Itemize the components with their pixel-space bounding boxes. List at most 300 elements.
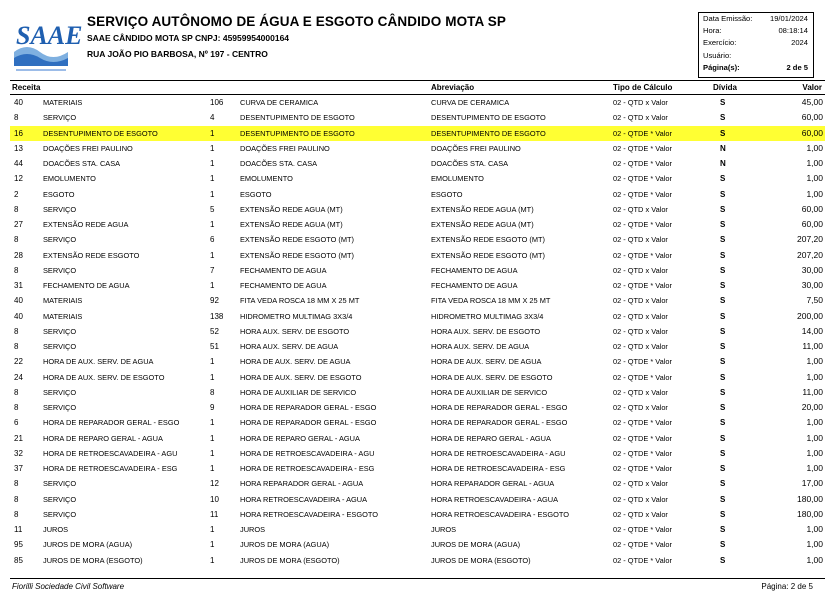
calc-type: 02 - QTD x Valor: [613, 403, 668, 412]
item-abbreviation: HORA DE AUX. SERV. DE ESGOTO: [431, 372, 553, 382]
item-value: 60,00: [801, 219, 823, 229]
item-value: 60,00: [801, 127, 823, 138]
receita-code: 44: [14, 159, 23, 168]
item-value: 1,00: [806, 447, 823, 458]
item-abbreviation: DESENTUPIMENTO DE ESGOTO: [431, 128, 546, 138]
org-title: SERVIÇO AUTÔNOMO DE ÁGUA E ESGOTO CÂNDIDO MOTA SP: [87, 14, 506, 29]
item-value: 45,00: [801, 97, 823, 107]
item-value: 207,20: [797, 249, 823, 260]
receita-code: 8: [14, 509, 19, 519]
item-abbreviation: HORA DE RETROESCAVADEIRA - AGU: [431, 448, 566, 458]
table-row[interactable]: [10, 415, 825, 430]
receita-name: SERVIÇO: [43, 479, 77, 489]
item-number: 106: [210, 98, 224, 107]
receita-name: DOACÕES STA. CASA: [43, 159, 121, 168]
receita-code: 8: [14, 494, 19, 504]
receita-name: FECHAMENTO DE AGUA: [43, 281, 130, 290]
table-row[interactable]: [10, 309, 825, 324]
receita-name: ESGOTO: [43, 189, 75, 199]
item-number: 1: [210, 418, 215, 428]
calc-type: 02 - QTD x Valor: [613, 342, 668, 351]
item-value: 11,00: [802, 341, 823, 351]
item-number: 1: [210, 128, 215, 138]
table-row[interactable]: [10, 522, 825, 537]
item-description: HORA DE RETROESCAVADEIRA - AGU: [240, 448, 375, 458]
info-key: Página(s):: [703, 62, 740, 72]
table-row[interactable]: [10, 400, 825, 415]
item-number: 1: [210, 250, 215, 260]
col-receita: Receita: [12, 83, 41, 92]
item-value: 200,00: [797, 310, 823, 321]
item-value: 60,00: [801, 112, 823, 123]
info-key: Exercício:: [703, 38, 737, 48]
table-row[interactable]: [10, 537, 825, 552]
item-abbreviation: EXTENSÃO REDE AGUA (MT): [431, 204, 534, 214]
item-value: 1,00: [806, 417, 823, 428]
calc-type: 02 - QTDE * Valor: [613, 143, 673, 153]
receita-code: 28: [14, 250, 23, 260]
receita-name: HORA DE REPARADOR GERAL - ESGO: [43, 418, 180, 428]
item-abbreviation: HORA RETROESCAVADEIRA - AGUA: [431, 494, 559, 504]
item-value: 207,20: [797, 234, 823, 245]
calc-type: 02 - QTDE * Valor: [613, 418, 673, 428]
debt-flag: S: [720, 98, 726, 107]
table-row[interactable]: [10, 324, 825, 339]
item-description: HORA AUX. SERV. DE ESGOTO: [240, 326, 350, 336]
item-abbreviation: HORA DE AUXILIAR DE SERVICO: [431, 387, 548, 397]
item-number: 1: [210, 448, 215, 458]
item-description: EXTENSÃO REDE ESGOTO (MT): [240, 250, 355, 260]
item-abbreviation: HIDROMETRO MULTIMAG 3X3/4: [431, 311, 544, 321]
item-number: 10: [210, 494, 219, 504]
debt-flag: S: [720, 342, 726, 351]
item-number: 9: [210, 403, 215, 412]
item-description: ESGOTO: [240, 189, 272, 199]
item-number: 1: [210, 159, 215, 168]
item-number: 1: [210, 525, 215, 534]
item-number: 1: [210, 464, 215, 473]
item-abbreviation: HORA REPARADOR GERAL - AGUA: [431, 479, 555, 489]
receita-name: JUROS DE MORA (ESGOTO): [43, 555, 143, 565]
receita-code: 32: [14, 448, 23, 458]
info-value: 19/01/2024: [769, 14, 808, 23]
item-value: 1,00: [806, 432, 823, 443]
receita-name: SERVIÇO: [43, 235, 77, 245]
receita-code: 27: [14, 220, 23, 229]
calc-type: 02 - QTDE * Valor: [613, 540, 673, 550]
receita-code: 8: [14, 235, 19, 245]
debt-flag: S: [720, 296, 726, 306]
debt-flag: S: [720, 326, 726, 336]
debt-flag: S: [720, 281, 726, 290]
table-row[interactable]: [10, 507, 825, 522]
receita-code: 8: [14, 342, 19, 351]
receita-name: EXTENSÃO REDE ESGOTO: [43, 250, 140, 260]
item-description: EXTENSÃO REDE ESGOTO (MT): [240, 235, 355, 245]
info-row: [699, 50, 813, 62]
calc-type: 02 - QTDE * Valor: [613, 464, 673, 473]
item-abbreviation: JUROS: [431, 525, 457, 534]
item-value: 1,00: [806, 173, 823, 184]
item-description: HORA RETROESCAVADEIRA - AGUA: [240, 494, 368, 504]
table-row[interactable]: [10, 446, 825, 461]
item-abbreviation: HORA DE REPARO GERAL - AGUA: [431, 433, 551, 443]
item-abbreviation: HORA DE REPARADOR GERAL - ESGO: [431, 403, 568, 412]
item-number: 52: [210, 326, 219, 336]
table-row-highlighted[interactable]: [10, 126, 825, 141]
table-row[interactable]: [10, 339, 825, 354]
item-value: 1,00: [806, 158, 823, 168]
item-description: HORA RETROESCAVADEIRA - ESGOTO: [240, 509, 378, 519]
calc-type: 02 - QTDE * Valor: [613, 128, 673, 138]
receita-name: SERVIÇO: [43, 403, 77, 412]
receita-code: 11: [14, 525, 23, 534]
table-row[interactable]: [10, 95, 825, 110]
receita-name: MATERIAIS: [43, 311, 83, 321]
item-value: 1,00: [806, 554, 823, 565]
receita-name: SERVIÇO: [43, 204, 77, 214]
calc-type: 02 - QTDE * Valor: [613, 174, 673, 184]
debt-flag: S: [720, 555, 726, 565]
item-abbreviation: EXTENSÃO REDE AGUA (MT): [431, 220, 534, 229]
receita-name: EXTENSÃO REDE AGUA: [43, 220, 129, 229]
item-abbreviation: HORA DE RETROESCAVADEIRA - ESG: [431, 464, 566, 473]
debt-flag: S: [720, 189, 726, 199]
item-abbreviation: FITA VEDA ROSCA 18 MM X 25 MT: [431, 296, 551, 306]
receita-name: SERVIÇO: [43, 387, 77, 397]
debt-flag: S: [720, 525, 726, 534]
table-row[interactable]: [10, 370, 825, 385]
item-number: 12: [210, 479, 219, 489]
receita-code: 8: [14, 265, 19, 275]
item-abbreviation: DOACÕES STA. CASA: [431, 159, 509, 168]
receita-code: 37: [14, 464, 23, 473]
receita-code: 40: [14, 311, 23, 321]
debt-flag: S: [720, 509, 726, 519]
table-row[interactable]: [10, 461, 825, 476]
item-number: 138: [210, 311, 224, 321]
receita-code: 40: [14, 98, 23, 107]
receita-code: 22: [14, 357, 23, 367]
receita-name: SERVIÇO: [43, 342, 77, 351]
item-abbreviation: HORA DE AUX. SERV. DE AGUA: [431, 357, 542, 367]
calc-type: 02 - QTD x Valor: [613, 479, 668, 489]
table-row[interactable]: [10, 110, 825, 125]
item-value: 1,00: [806, 524, 823, 534]
item-value: 180,00: [797, 493, 823, 504]
debt-flag: S: [720, 113, 726, 123]
calc-type: 02 - QTDE * Valor: [613, 433, 673, 443]
debt-flag: S: [720, 174, 726, 184]
col-divida: Dívida: [713, 83, 738, 92]
item-abbreviation: EMOLUMENTO: [431, 174, 484, 184]
debt-flag: S: [720, 387, 726, 397]
item-description: DESENTUPIMENTO DE ESGOTO: [240, 113, 355, 123]
item-number: 8: [210, 387, 215, 397]
item-value: 1,00: [806, 188, 823, 199]
receita-name: SERVIÇO: [43, 509, 77, 519]
item-value: 7,50: [806, 295, 823, 306]
info-row: [699, 62, 813, 74]
item-description: HORA DE RETROESCAVADEIRA - ESG: [240, 464, 375, 473]
receita-name: SERVIÇO: [43, 113, 77, 123]
item-number: 11: [210, 509, 219, 519]
item-number: 1: [210, 555, 215, 565]
receita-code: 13: [14, 143, 23, 153]
receita-code: 31: [14, 281, 23, 290]
item-description: JUROS: [240, 525, 266, 534]
table-row[interactable]: [10, 476, 825, 491]
item-value: 17,00: [801, 478, 823, 489]
table-row[interactable]: [10, 263, 825, 278]
receita-code: 8: [14, 403, 19, 412]
receita-code: 6: [14, 418, 19, 428]
receita-code: 8: [14, 204, 19, 214]
item-number: 1: [210, 281, 215, 290]
col-abreviacao: Abreviação: [431, 83, 475, 92]
item-value: 60,00: [801, 203, 823, 214]
info-key: Hora:: [703, 26, 722, 36]
item-description: DOAÇÕES FREI PAULINO: [240, 143, 330, 153]
item-description: JUROS DE MORA (ESGOTO): [240, 555, 340, 565]
item-description: EMOLUMENTO: [240, 174, 293, 184]
item-number: 5: [210, 204, 215, 214]
calc-type: 02 - QTDE * Valor: [613, 357, 673, 367]
item-description: HORA REPARADOR GERAL - AGUA: [240, 479, 364, 489]
item-value: 1,00: [806, 142, 823, 153]
info-value: 08:18:14: [778, 26, 808, 36]
item-abbreviation: CURVA DE CERAMICA: [431, 98, 510, 107]
item-description: DESENTUPIMENTO DE ESGOTO: [240, 128, 355, 138]
footer-page: Página: 2 de 5: [761, 582, 813, 591]
info-row: [699, 25, 813, 37]
info-key: Usuário:: [703, 50, 732, 60]
col-valor: Valor: [802, 83, 822, 92]
item-abbreviation: JUROS DE MORA (AGUA): [431, 540, 521, 550]
calc-type: 02 - QTD x Valor: [613, 387, 668, 397]
table-row[interactable]: [10, 171, 825, 186]
table-row[interactable]: [10, 187, 825, 202]
item-number: 4: [210, 113, 215, 123]
calc-type: 02 - QTDE * Valor: [613, 525, 673, 534]
item-abbreviation: EXTENSÃO REDE ESGOTO (MT): [431, 250, 546, 260]
item-abbreviation: FECHAMENTO DE AGUA: [431, 281, 518, 290]
receita-code: 24: [14, 372, 23, 382]
calc-type: 02 - QTD x Valor: [613, 265, 668, 275]
item-number: 92: [210, 296, 219, 306]
receita-code: 85: [14, 555, 23, 565]
report-info-box: [698, 12, 814, 78]
item-description: HORA DE REPARO GERAL - AGUA: [240, 433, 360, 443]
receita-code: 8: [14, 387, 19, 397]
item-description: FECHAMENTO DE AGUA: [240, 265, 327, 275]
table-row[interactable]: [10, 248, 825, 263]
debt-flag: S: [720, 204, 726, 214]
table-row[interactable]: [10, 354, 825, 369]
receita-code: 16: [14, 128, 23, 138]
receita-name: HORA DE RETROESCAVADEIRA - AGU: [43, 448, 178, 458]
info-row: [699, 13, 813, 25]
table-row[interactable]: [10, 156, 825, 171]
receita-code: 21: [14, 433, 23, 443]
item-value: 1,00: [806, 371, 823, 382]
receita-code: 2: [14, 189, 19, 199]
receita-name: MATERIAIS: [43, 296, 83, 306]
debt-flag: S: [720, 128, 726, 138]
table-row[interactable]: [10, 293, 825, 308]
header-top-rule: [10, 80, 825, 81]
item-description: EXTENSÃO REDE AGUA (MT): [240, 204, 343, 214]
item-abbreviation: DESENTUPIMENTO DE ESGOTO: [431, 113, 546, 123]
item-number: 1: [210, 433, 215, 443]
item-abbreviation: EXTENSÃO REDE ESGOTO (MT): [431, 235, 546, 245]
debt-flag: S: [720, 448, 726, 458]
calc-type: 02 - QTDE * Valor: [613, 281, 673, 290]
item-description: HORA DE AUX. SERV. DE AGUA: [240, 357, 351, 367]
receita-code: 8: [14, 113, 19, 123]
table-row[interactable]: [10, 217, 825, 232]
calc-type: 02 - QTDE * Valor: [613, 555, 673, 565]
receita-name: HORA DE AUX. SERV. DE AGUA: [43, 357, 154, 367]
calc-type: 02 - QTD x Valor: [613, 296, 668, 306]
item-number: 6: [210, 235, 215, 245]
debt-flag: S: [720, 479, 726, 489]
item-value: 1,00: [806, 539, 823, 550]
item-abbreviation: DOAÇÕES FREI PAULINO: [431, 143, 521, 153]
item-number: 1: [210, 220, 215, 229]
footer-rule: [10, 578, 825, 579]
calc-type: 02 - QTD x Valor: [613, 235, 668, 245]
info-row: [699, 37, 813, 49]
debt-flag: S: [720, 357, 726, 367]
item-description: FECHAMENTO DE AGUA: [240, 281, 327, 290]
receita-name: SERVIÇO: [43, 494, 77, 504]
debt-flag: N: [720, 143, 726, 153]
table-row[interactable]: [10, 232, 825, 247]
receita-name: HORA DE REPARO GERAL - AGUA: [43, 433, 163, 443]
calc-type: 02 - QTD x Valor: [613, 98, 668, 107]
org-address-line: RUA JOÃO PIO BARBOSA, Nº 197 - CENTRO: [87, 49, 268, 59]
debt-flag: S: [720, 494, 726, 504]
item-abbreviation: JUROS DE MORA (ESGOTO): [431, 555, 531, 565]
item-description: DOACÕES STA. CASA: [240, 159, 318, 168]
item-number: 1: [210, 189, 215, 199]
debt-flag: S: [720, 372, 726, 382]
item-description: HIDROMETRO MULTIMAG 3X3/4: [240, 311, 353, 321]
calc-type: 02 - QTDE * Valor: [613, 250, 673, 260]
item-abbreviation: ESGOTO: [431, 189, 463, 199]
item-description: HORA AUX. SERV. DE AGUA: [240, 342, 339, 351]
calc-type: 02 - QTD x Valor: [613, 204, 668, 214]
receita-name: JUROS DE MORA (AGUA): [43, 540, 133, 550]
footer-software: Fiorilli Sociedade Civil Software: [12, 582, 125, 591]
item-description: HORA DE REPARADOR GERAL - ESGO: [240, 403, 377, 412]
org-cnpj-line: SAAE CÂNDIDO MOTA SP CNPJ: 45959954000164: [87, 33, 290, 43]
info-value: 2024: [791, 38, 808, 48]
calc-type: 02 - QTD x Valor: [613, 311, 668, 321]
item-value: 1,00: [806, 463, 823, 473]
receita-name: SERVIÇO: [43, 326, 77, 336]
debt-flag: S: [720, 250, 726, 260]
receita-name: EMOLUMENTO: [43, 174, 96, 184]
item-description: HORA DE REPARADOR GERAL - ESGO: [240, 418, 377, 428]
debt-flag: S: [720, 540, 726, 550]
item-abbreviation: HORA AUX. SERV. DE ESGOTO: [431, 326, 541, 336]
table-row[interactable]: [10, 141, 825, 156]
item-description: EXTENSÃO REDE AGUA (MT): [240, 220, 343, 229]
item-description: FITA VEDA ROSCA 18 MM X 25 MT: [240, 296, 360, 306]
calc-type: 02 - QTD x Valor: [613, 326, 668, 336]
receita-name: SERVIÇO: [43, 265, 77, 275]
receita-code: 12: [14, 174, 23, 184]
table-row[interactable]: [10, 278, 825, 293]
debt-flag: S: [720, 464, 726, 473]
calc-type: 02 - QTDE * Valor: [613, 448, 673, 458]
receita-table: [10, 95, 825, 568]
info-key: Data Emissão:: [703, 14, 753, 23]
calc-type: 02 - QTD x Valor: [613, 494, 668, 504]
debt-flag: S: [720, 311, 726, 321]
item-number: 1: [210, 357, 215, 367]
item-description: HORA DE AUXILIAR DE SERVICO: [240, 387, 357, 397]
item-description: HORA DE AUX. SERV. DE ESGOTO: [240, 372, 362, 382]
col-tipo-calculo: Tipo de Cálculo: [613, 83, 673, 92]
item-abbreviation: FECHAMENTO DE AGUA: [431, 265, 518, 275]
debt-flag: S: [720, 433, 726, 443]
receita-name: JUROS: [43, 525, 69, 534]
debt-flag: N: [720, 159, 726, 168]
item-abbreviation: HORA DE REPARADOR GERAL - ESGO: [431, 418, 568, 428]
item-abbreviation: HORA AUX. SERV. DE AGUA: [431, 342, 530, 351]
item-description: JUROS DE MORA (AGUA): [240, 540, 330, 550]
debt-flag: S: [720, 403, 726, 412]
calc-type: 02 - QTDE * Valor: [613, 372, 673, 382]
item-number: 1: [210, 174, 215, 184]
item-value: 30,00: [801, 264, 823, 275]
calc-type: 02 - QTD x Valor: [613, 509, 668, 519]
receita-name: HORA DE AUX. SERV. DE ESGOTO: [43, 372, 165, 382]
calc-type: 02 - QTDE * Valor: [613, 159, 673, 168]
table-row[interactable]: [10, 492, 825, 507]
calc-type: 02 - QTDE * Valor: [613, 220, 673, 229]
item-value: 1,00: [806, 356, 823, 367]
info-value: 2 de 5: [786, 62, 808, 72]
receita-name: HORA DE RETROESCAVADEIRA - ESG: [43, 464, 178, 473]
item-value: 11,00: [802, 386, 823, 397]
calc-type: 02 - QTD x Valor: [613, 113, 668, 123]
item-number: 51: [210, 342, 219, 351]
receita-code: 8: [14, 326, 19, 336]
table-row[interactable]: [10, 385, 825, 400]
item-value: 20,00: [801, 402, 823, 412]
item-value: 180,00: [797, 508, 823, 519]
debt-flag: S: [720, 220, 726, 229]
receita-name: DOAÇÕES FREI PAULINO: [43, 143, 133, 153]
item-abbreviation: HORA RETROESCAVADEIRA - ESGOTO: [431, 509, 569, 519]
debt-flag: S: [720, 418, 726, 428]
table-row[interactable]: [10, 553, 825, 568]
receita-name: MATERIAIS: [43, 98, 83, 107]
table-row[interactable]: [10, 431, 825, 446]
item-number: 7: [210, 265, 215, 275]
receita-name: DESENTUPIMENTO DE ESGOTO: [43, 128, 158, 138]
item-value: 14,00: [801, 325, 823, 336]
logo-text: SAAE: [16, 21, 83, 50]
table-row[interactable]: [10, 202, 825, 217]
item-number: 1: [210, 372, 215, 382]
item-number: 1: [210, 540, 215, 550]
receita-code: 8: [14, 479, 19, 489]
